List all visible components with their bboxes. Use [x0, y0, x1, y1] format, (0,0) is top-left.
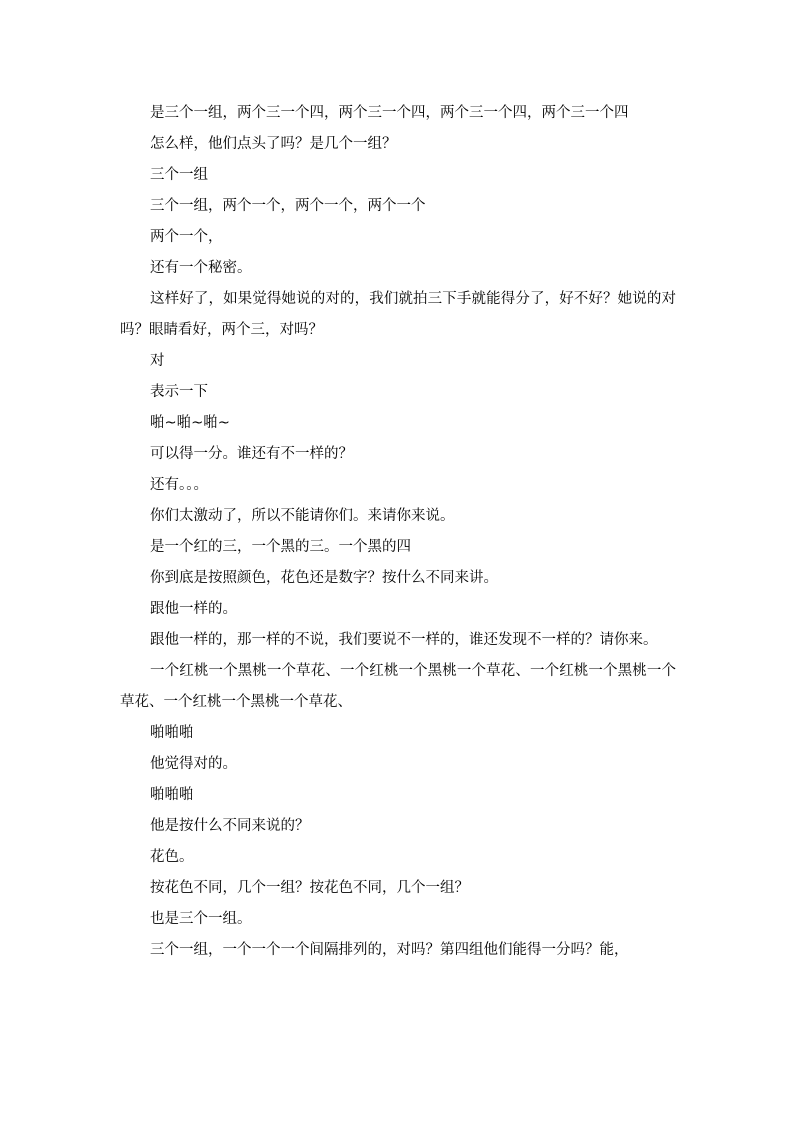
paragraph: 啪啪啪	[150, 787, 194, 803]
paragraph: 跟他一样的，那一样的不说，我们要说不一样的，谁还发现不一样的？请你来。	[150, 632, 658, 648]
paragraph: 按花色不同，几个一组？按花色不同，几个一组？	[150, 880, 469, 896]
paragraph: 还有一个秘密。	[150, 260, 252, 276]
paragraph: 三个一组，两个一个，两个一个，两个一个	[150, 198, 426, 214]
document-body	[120, 98, 676, 966]
paragraph: 他是按什么不同来说的？	[150, 818, 310, 834]
paragraph: 一个红桃一个黑桃一个草花、一个红桃一个黑桃一个草花、一个红桃一个黑桃一个草花、一个红桃一个黑桃一个草花、	[120, 663, 676, 710]
paragraph: 是三个一组，两个三一个四，两个三一个四，两个三一个四，两个三一个四	[150, 105, 629, 121]
paragraph: 也是三个一组。	[150, 911, 252, 927]
paragraph: 这样好了，如果觉得她说的对的，我们就拍三下手就能得分了，好不好？她说的对吗？眼睛看好，两个三，对吗？	[120, 291, 676, 338]
paragraph: 他觉得对的。	[150, 756, 237, 772]
paragraph: 怎么样，他们点头了吗？是几个一组？	[150, 136, 397, 152]
paragraph: 还有。。。	[150, 477, 208, 493]
paragraph: 对	[150, 353, 165, 369]
paragraph: 可以得一分。谁还有不一样的？	[150, 446, 353, 462]
paragraph: 三个一组	[150, 167, 208, 183]
paragraph: 啪~啪~啪~	[150, 415, 230, 431]
paragraph: 表示一下	[150, 384, 208, 400]
paragraph: 跟他一样的。	[150, 601, 237, 617]
paragraph: 你到底是按照颜色，花色还是数字？按什么不同来讲。	[150, 570, 498, 586]
paragraph: 三个一组，一个一个一个间隔排列的，对吗？第四组他们能得一分吗？能，	[150, 942, 629, 958]
paragraph: 是一个红的三，一个黑的三。一个黑的四	[150, 539, 411, 555]
paragraph: 啪啪啪	[150, 725, 194, 741]
paragraph: 你们太激动了，所以不能请你们。来请你来说。	[150, 508, 455, 524]
paragraph: 花色。	[150, 849, 194, 865]
paragraph: 两个一个，	[150, 229, 223, 245]
